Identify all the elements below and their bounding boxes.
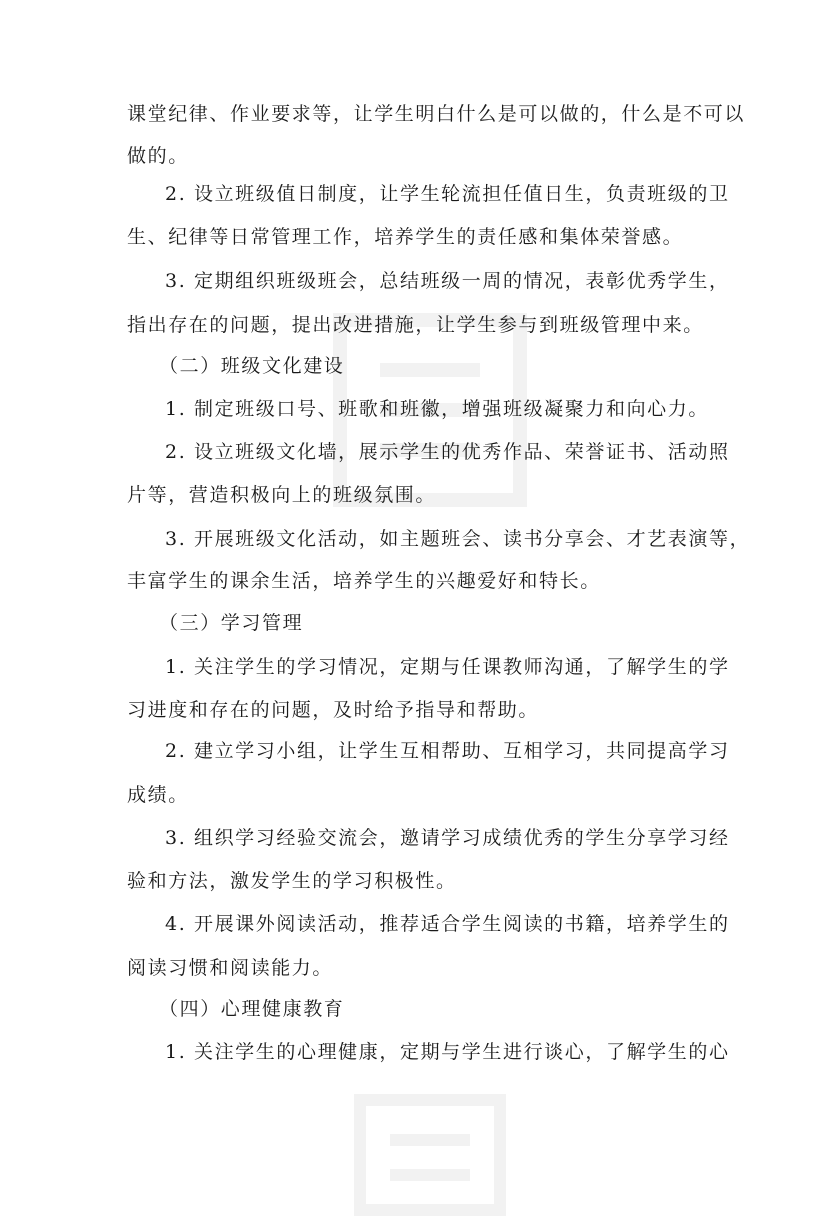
paragraph-line: 做的。 — [127, 145, 189, 168]
paragraph-line: 验和方法，激发学生的学习积极性。 — [127, 870, 457, 893]
list-item-line: 3. 定期组织班级班会，总结班级一周的情况，表彰优秀学生， — [165, 269, 730, 292]
section-heading: （四）心理健康教育 — [159, 997, 345, 1020]
section-heading: （二）班级文化建设 — [159, 355, 345, 378]
list-item-line: 3. 组织学习经验交流会，邀请学习成绩优秀的学生分享学习经 — [165, 826, 730, 849]
watermark-logo-bottom — [330, 1060, 530, 1220]
paragraph-line: 指出存在的问题，提出改进措施，让学生参与到班级管理中来。 — [127, 313, 704, 336]
paragraph-line: 习进度和存在的问题，及时给予指导和帮助。 — [127, 699, 540, 722]
paragraph-line: 课堂纪律、作业要求等，让学生明白什么是可以做的，什么是不可以 — [127, 102, 746, 125]
list-item-line: 1. 关注学生的心理健康，定期与学生进行谈心，了解学生的心 — [165, 1041, 730, 1064]
list-item-line: 2. 设立班级文化墙，展示学生的优秀作品、荣誉证书、活动照 — [165, 440, 730, 463]
list-item-line: 2. 设立班级值日制度，让学生轮流担任值日生，负责班级的卫 — [165, 183, 730, 206]
paragraph-line: 阅读习惯和阅读能力。 — [127, 956, 334, 979]
section-heading: （三）学习管理 — [159, 611, 304, 634]
list-item-line: 3. 开展班级文化活动，如主题班会、读书分享会、才艺表演等， — [165, 528, 751, 551]
paragraph-line: 片等，营造积极向上的班级氛围。 — [127, 483, 437, 506]
list-item-line: 1. 制定班级口号、班歌和班徽，增强班级凝聚力和向心力。 — [165, 398, 709, 421]
paragraph-line: 生、纪律等日常管理工作，培养学生的责任感和集体荣誉感。 — [127, 226, 684, 249]
list-item-line: 2. 建立学习小组，让学生互相帮助、互相学习，共同提高学习 — [165, 740, 730, 763]
paragraph-line: 成绩。 — [127, 783, 189, 806]
paragraph-line: 丰富学生的课余生活，培养学生的兴趣爱好和特长。 — [127, 570, 601, 593]
list-item-line: 1. 关注学生的学习情况，定期与任课教师沟通，了解学生的学 — [165, 655, 730, 678]
list-item-line: 4. 开展课外阅读活动，推荐适合学生阅读的书籍，培养学生的 — [165, 913, 730, 936]
